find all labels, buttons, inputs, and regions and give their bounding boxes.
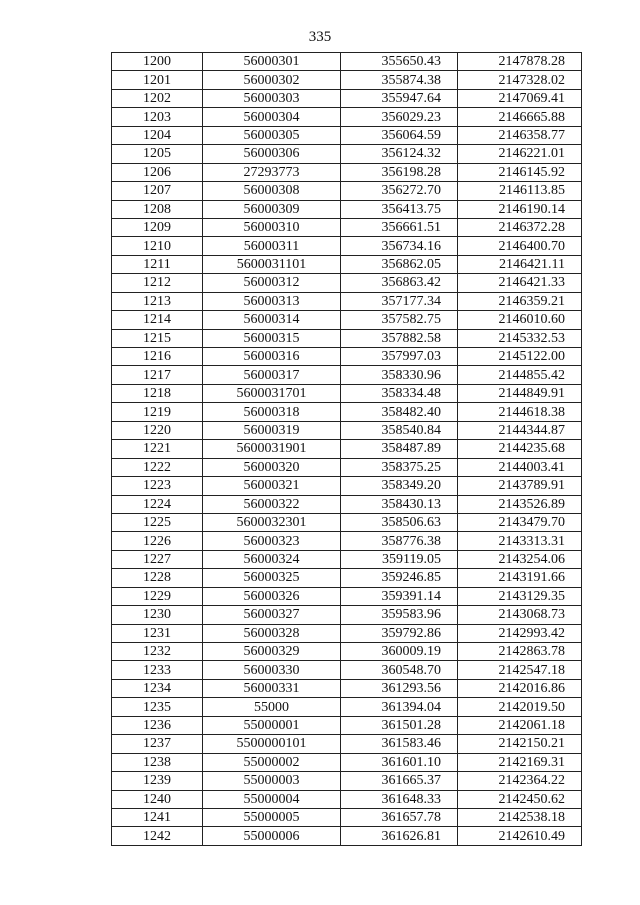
table-cell-coord-x: 359792.86: [341, 624, 458, 642]
table-cell-point-index: 1209: [112, 218, 203, 236]
table-cell-coord-x: 357997.03: [341, 348, 458, 366]
table-cell-coord-x: 361501.28: [341, 716, 458, 734]
table-cell-point-index: 1236: [112, 716, 203, 734]
table-cell-coord-y: 2142169.31: [458, 753, 582, 771]
table-cell-point-index: 1229: [112, 587, 203, 605]
coordinate-table: [111, 52, 582, 846]
table-cell-coord-x: 357582.75: [341, 311, 458, 329]
table-cell-point-code: 56000330: [203, 661, 341, 679]
table-cell-point-index: 1207: [112, 182, 203, 200]
table-cell-coord-x: 358506.63: [341, 513, 458, 531]
table-cell-point-index: 1234: [112, 679, 203, 697]
table-cell-point-code: 56000313: [203, 292, 341, 310]
table-cell-point-code: 55000002: [203, 753, 341, 771]
table-cell-point-code: 55000: [203, 698, 341, 716]
table-row: [112, 606, 582, 624]
table-row: [112, 643, 582, 661]
table-cell-point-code: 56000324: [203, 550, 341, 568]
table-cell-point-index: 1214: [112, 311, 203, 329]
table-cell-coord-x: 355874.38: [341, 71, 458, 89]
table-cell-coord-y: 2143068.73: [458, 606, 582, 624]
table-cell-coord-x: 356862.05: [341, 255, 458, 273]
table-cell-coord-y: 2142364.22: [458, 772, 582, 790]
table-cell-coord-y: 2143129.35: [458, 587, 582, 605]
table-cell-coord-y: 2145332.53: [458, 329, 582, 347]
table-cell-point-code: 56000328: [203, 624, 341, 642]
table-cell-point-index: 1232: [112, 643, 203, 661]
table-cell-point-index: 1237: [112, 735, 203, 753]
table-row: [112, 108, 582, 126]
table-cell-coord-x: 356661.51: [341, 218, 458, 236]
table-row: [112, 145, 582, 163]
table-cell-coord-x: 355947.64: [341, 89, 458, 107]
table-cell-point-code: 56000312: [203, 274, 341, 292]
table-cell-coord-y: 2142863.78: [458, 643, 582, 661]
table-cell-coord-x: 360009.19: [341, 643, 458, 661]
table-row: [112, 716, 582, 734]
table-cell-coord-y: 2145122.00: [458, 348, 582, 366]
table-row: [112, 513, 582, 531]
coordinate-table-body: [112, 53, 582, 846]
table-cell-point-index: 1213: [112, 292, 203, 310]
table-cell-point-index: 1230: [112, 606, 203, 624]
table-row: [112, 532, 582, 550]
table-cell-coord-y: 2142019.50: [458, 698, 582, 716]
table-cell-coord-x: 358430.13: [341, 495, 458, 513]
table-cell-point-index: 1219: [112, 403, 203, 421]
table-cell-point-index: 1235: [112, 698, 203, 716]
table-cell-point-code: 27293773: [203, 163, 341, 181]
table-cell-point-code: 56000314: [203, 311, 341, 329]
table-cell-coord-y: 2142450.62: [458, 790, 582, 808]
table-cell-coord-y: 2142993.42: [458, 624, 582, 642]
table-cell-point-index: 1233: [112, 661, 203, 679]
table-cell-coord-x: 358349.20: [341, 477, 458, 495]
table-cell-point-code: 56000318: [203, 403, 341, 421]
table-cell-point-code: 56000301: [203, 53, 341, 71]
table-cell-point-code: 55000005: [203, 808, 341, 826]
table-cell-coord-x: 361583.46: [341, 735, 458, 753]
table-cell-point-index: 1211: [112, 255, 203, 273]
table-cell-coord-x: 359391.14: [341, 587, 458, 605]
table-cell-point-code: 56000323: [203, 532, 341, 550]
table-cell-coord-y: 2147328.02: [458, 71, 582, 89]
table-row: [112, 403, 582, 421]
table-cell-point-index: 1241: [112, 808, 203, 826]
table-cell-coord-x: 361394.04: [341, 698, 458, 716]
table-cell-point-code: 5500000101: [203, 735, 341, 753]
table-cell-coord-y: 2146358.77: [458, 126, 582, 144]
table-cell-point-index: 1216: [112, 348, 203, 366]
table-cell-coord-y: 2142016.86: [458, 679, 582, 697]
table-cell-coord-x: 361657.78: [341, 808, 458, 826]
table-cell-coord-y: 2146221.01: [458, 145, 582, 163]
table-cell-coord-x: 358334.48: [341, 384, 458, 402]
table-cell-coord-y: 2144003.41: [458, 458, 582, 476]
table-cell-coord-y: 2146421.33: [458, 274, 582, 292]
table-cell-point-code: 5600031901: [203, 440, 341, 458]
table-cell-coord-y: 2143526.89: [458, 495, 582, 513]
table-row: [112, 71, 582, 89]
table-cell-coord-x: 358776.38: [341, 532, 458, 550]
table-cell-point-index: 1210: [112, 237, 203, 255]
table-row: [112, 53, 582, 71]
table-cell-coord-y: 2146190.14: [458, 200, 582, 218]
table-row: [112, 458, 582, 476]
table-cell-point-code: 5600032301: [203, 513, 341, 531]
table-cell-point-code: 56000321: [203, 477, 341, 495]
table-row: [112, 366, 582, 384]
table-cell-point-code: 56000331: [203, 679, 341, 697]
table-cell-coord-x: 356029.23: [341, 108, 458, 126]
table-cell-point-index: 1225: [112, 513, 203, 531]
table-cell-point-index: 1231: [112, 624, 203, 642]
table-cell-coord-x: 358487.89: [341, 440, 458, 458]
table-cell-coord-y: 2143254.06: [458, 550, 582, 568]
table-cell-point-index: 1226: [112, 532, 203, 550]
table-cell-point-index: 1201: [112, 71, 203, 89]
table-cell-point-code: 5600031101: [203, 255, 341, 273]
table-cell-point-index: 1208: [112, 200, 203, 218]
table-cell-coord-x: 361601.10: [341, 753, 458, 771]
table-row: [112, 587, 582, 605]
table-row: [112, 218, 582, 236]
table-cell-coord-y: 2143479.70: [458, 513, 582, 531]
table-row: [112, 477, 582, 495]
table-row: [112, 421, 582, 439]
table-cell-coord-x: 359583.96: [341, 606, 458, 624]
table-row: [112, 440, 582, 458]
table-row: [112, 550, 582, 568]
table-cell-coord-x: 361665.37: [341, 772, 458, 790]
table-cell-point-code: 56000309: [203, 200, 341, 218]
table-row: [112, 661, 582, 679]
table-row: [112, 274, 582, 292]
table-cell-point-code: 56000325: [203, 569, 341, 587]
table-cell-point-index: 1205: [112, 145, 203, 163]
table-cell-coord-x: 358375.25: [341, 458, 458, 476]
table-cell-coord-y: 2147069.41: [458, 89, 582, 107]
table-cell-point-index: 1200: [112, 53, 203, 71]
table-cell-point-index: 1227: [112, 550, 203, 568]
table-cell-coord-y: 2142061.18: [458, 716, 582, 734]
table-cell-point-index: 1206: [112, 163, 203, 181]
table-row: [112, 329, 582, 347]
table-cell-coord-x: 357177.34: [341, 292, 458, 310]
table-cell-point-index: 1238: [112, 753, 203, 771]
table-row: [112, 163, 582, 181]
table-cell-point-index: 1203: [112, 108, 203, 126]
table-cell-coord-x: 361293.56: [341, 679, 458, 697]
table-cell-coord-y: 2144618.38: [458, 403, 582, 421]
table-cell-coord-y: 2146665.88: [458, 108, 582, 126]
table-cell-point-code: 56000317: [203, 366, 341, 384]
table-cell-point-code: 56000319: [203, 421, 341, 439]
table-cell-point-code: 56000302: [203, 71, 341, 89]
table-cell-point-index: 1204: [112, 126, 203, 144]
table-cell-point-index: 1240: [112, 790, 203, 808]
table-cell-point-code: 56000310: [203, 218, 341, 236]
table-cell-coord-x: 358330.96: [341, 366, 458, 384]
table-cell-coord-y: 2146359.21: [458, 292, 582, 310]
table-cell-coord-y: 2146400.70: [458, 237, 582, 255]
table-cell-point-index: 1215: [112, 329, 203, 347]
table-row: [112, 126, 582, 144]
table-cell-coord-x: 356272.70: [341, 182, 458, 200]
table-cell-coord-y: 2143313.31: [458, 532, 582, 550]
table-cell-point-code: 55000001: [203, 716, 341, 734]
table-cell-point-code: 55000006: [203, 827, 341, 845]
table-cell-coord-y: 2144344.87: [458, 421, 582, 439]
table-cell-point-index: 1239: [112, 772, 203, 790]
table-cell-coord-y: 2146421.11: [458, 255, 582, 273]
table-row: [112, 624, 582, 642]
table-cell-coord-x: 360548.70: [341, 661, 458, 679]
table-cell-point-code: 56000315: [203, 329, 341, 347]
table-row: [112, 495, 582, 513]
table-cell-coord-x: 359246.85: [341, 569, 458, 587]
table-cell-point-code: 55000004: [203, 790, 341, 808]
table-row: [112, 384, 582, 402]
table-cell-point-index: 1220: [112, 421, 203, 439]
table-cell-coord-y: 2146372.28: [458, 218, 582, 236]
table-cell-coord-x: 356064.59: [341, 126, 458, 144]
table-cell-point-code: 56000306: [203, 145, 341, 163]
table-cell-coord-x: 358482.40: [341, 403, 458, 421]
table-cell-coord-x: 355650.43: [341, 53, 458, 71]
table-cell-coord-y: 2142150.21: [458, 735, 582, 753]
table-row: [112, 182, 582, 200]
table-cell-point-code: 56000322: [203, 495, 341, 513]
table-cell-point-code: 56000308: [203, 182, 341, 200]
table-row: [112, 698, 582, 716]
table-row: [112, 237, 582, 255]
table-row: [112, 735, 582, 753]
table-row: [112, 311, 582, 329]
table-cell-coord-y: 2147878.28: [458, 53, 582, 71]
table-row: [112, 348, 582, 366]
table-cell-coord-y: 2142538.18: [458, 808, 582, 826]
table-cell-point-index: 1218: [112, 384, 203, 402]
table-cell-point-index: 1222: [112, 458, 203, 476]
table-cell-coord-y: 2144855.42: [458, 366, 582, 384]
table-cell-coord-x: 356198.28: [341, 163, 458, 181]
table-cell-coord-y: 2143789.91: [458, 477, 582, 495]
table-row: [112, 790, 582, 808]
table-cell-coord-y: 2142547.18: [458, 661, 582, 679]
table-cell-point-code: 56000304: [203, 108, 341, 126]
table-cell-coord-y: 2146145.92: [458, 163, 582, 181]
table-row: [112, 808, 582, 826]
table-cell-coord-x: 356734.16: [341, 237, 458, 255]
table-cell-point-index: 1228: [112, 569, 203, 587]
table-row: [112, 292, 582, 310]
table-cell-coord-y: 2143191.66: [458, 569, 582, 587]
table-cell-point-index: 1212: [112, 274, 203, 292]
table-row: [112, 569, 582, 587]
table-cell-point-index: 1217: [112, 366, 203, 384]
table-cell-point-code: 55000003: [203, 772, 341, 790]
table-cell-coord-y: 2144849.91: [458, 384, 582, 402]
table-row: [112, 772, 582, 790]
table-cell-point-code: 56000327: [203, 606, 341, 624]
table-cell-coord-y: 2144235.68: [458, 440, 582, 458]
table-cell-coord-x: 359119.05: [341, 550, 458, 568]
table-cell-coord-x: 361648.33: [341, 790, 458, 808]
table-row: [112, 827, 582, 845]
table-cell-coord-x: 356413.75: [341, 200, 458, 218]
table-cell-coord-x: 356124.32: [341, 145, 458, 163]
table-row: [112, 753, 582, 771]
table-cell-point-index: 1221: [112, 440, 203, 458]
table-cell-point-code: 56000329: [203, 643, 341, 661]
table-cell-coord-x: 358540.84: [341, 421, 458, 439]
table-cell-point-index: 1242: [112, 827, 203, 845]
table-cell-point-index: 1224: [112, 495, 203, 513]
page-number: 335: [308, 29, 332, 45]
table-cell-coord-y: 2146113.85: [458, 182, 582, 200]
table-cell-coord-y: 2146010.60: [458, 311, 582, 329]
table-cell-point-code: 5600031701: [203, 384, 341, 402]
table-cell-point-code: 56000303: [203, 89, 341, 107]
table-row: [112, 89, 582, 107]
table-cell-point-index: 1223: [112, 477, 203, 495]
table-cell-point-code: 56000311: [203, 237, 341, 255]
table-cell-point-code: 56000316: [203, 348, 341, 366]
table-cell-point-index: 1202: [112, 89, 203, 107]
table-cell-coord-y: 2142610.49: [458, 827, 582, 845]
table-row: [112, 255, 582, 273]
table-cell-point-code: 56000305: [203, 126, 341, 144]
table-row: [112, 200, 582, 218]
table-cell-coord-x: 357882.58: [341, 329, 458, 347]
table-cell-point-code: 56000326: [203, 587, 341, 605]
table-cell-coord-x: 361626.81: [341, 827, 458, 845]
table-row: [112, 679, 582, 697]
table-cell-point-code: 56000320: [203, 458, 341, 476]
table-cell-coord-x: 356863.42: [341, 274, 458, 292]
